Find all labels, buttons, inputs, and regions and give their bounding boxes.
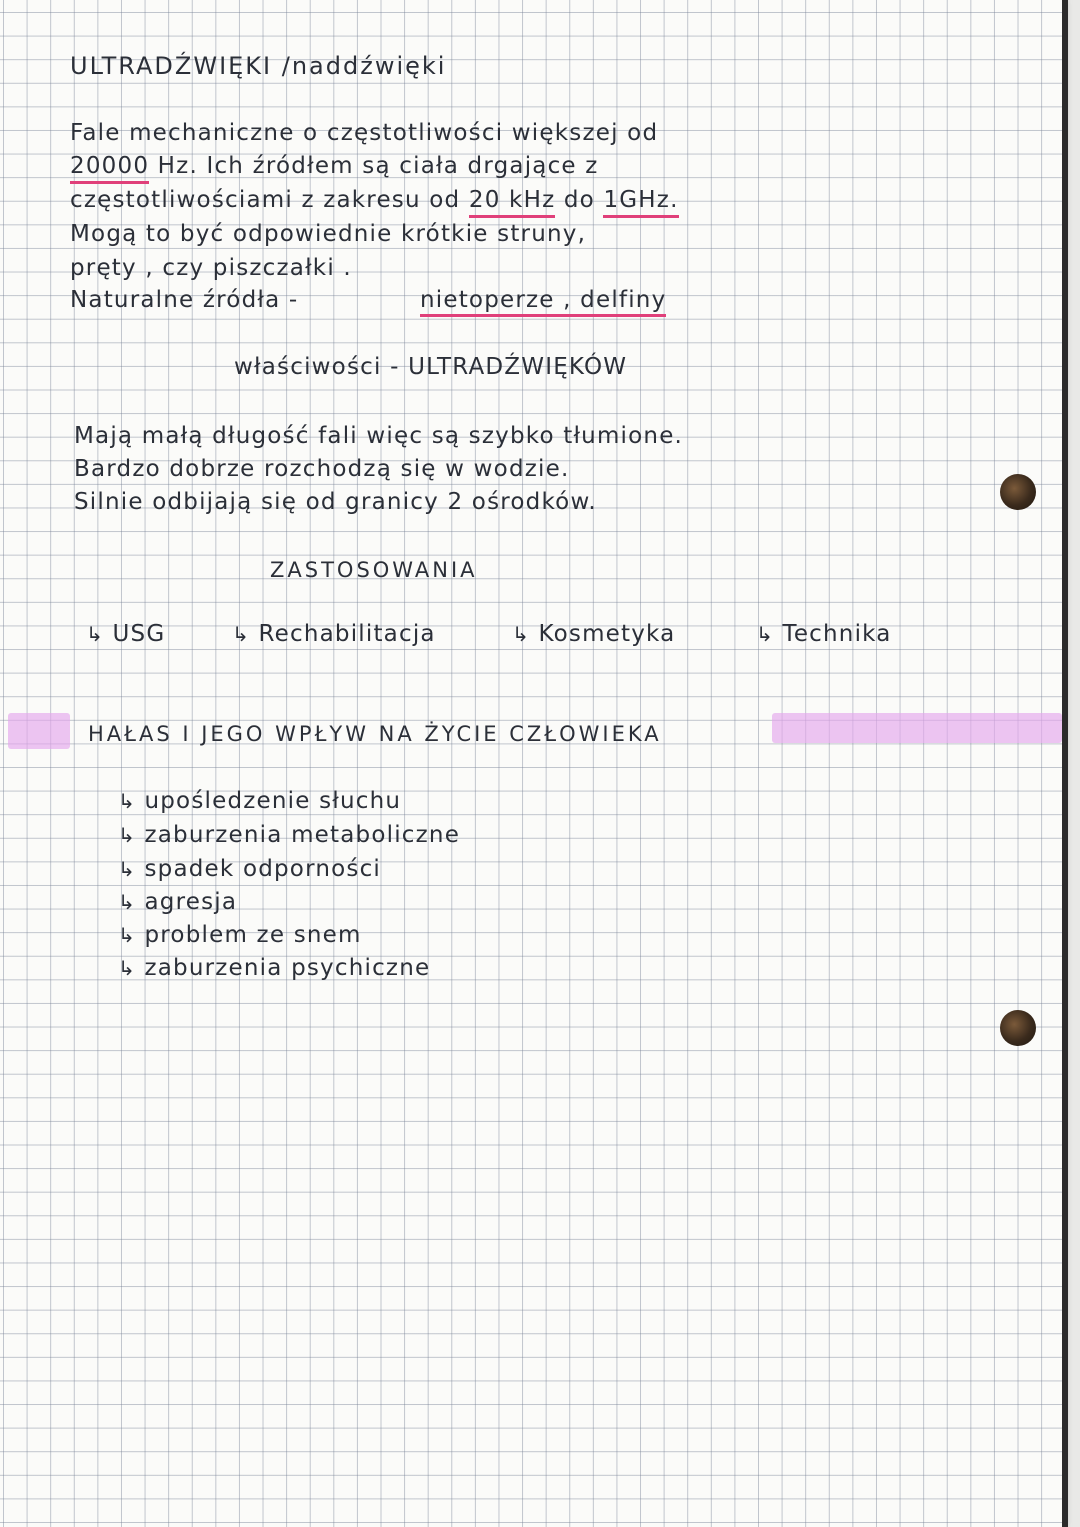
property-line-3: Silnie odbijają się od granicy 2 ośrodków.	[74, 489, 597, 515]
noise-effect-text: agresja	[144, 889, 238, 915]
noise-effect-item	[118, 858, 381, 881]
noise-effect-item	[118, 824, 460, 847]
property-line-1: Mają małą długość fali więc są szybko tłumione.	[74, 423, 684, 449]
noise-effect-text: upośledzenie słuchu	[144, 788, 402, 814]
application-label: Rechabilitacja	[258, 621, 436, 647]
intro-do: do	[563, 187, 595, 213]
hooked-arrow-icon: ↳	[118, 890, 136, 914]
noise-effect-text: zaburzenia metaboliczne	[144, 822, 461, 848]
noise-effect-text: spadek odporności	[144, 856, 382, 882]
noise-effect-text: problem ze snem	[144, 922, 362, 948]
hooked-arrow-icon: ↳	[756, 622, 774, 646]
hooked-arrow-icon: ↳	[118, 923, 136, 947]
highlighter-mark-right	[772, 713, 1062, 743]
intro-line-1	[70, 122, 658, 145]
punch-hole-icon	[1000, 1010, 1036, 1046]
punch-hole-icon	[1000, 474, 1036, 510]
noise-effect-item	[118, 790, 401, 813]
application-technology	[756, 623, 892, 646]
application-label: Kosmetyka	[538, 621, 676, 647]
intro-line-2-text: Hz. Ich źródłem są ciała drgające z	[149, 153, 599, 179]
application-rehabilitation	[232, 623, 436, 646]
intro-line-4: Mogą to być odpowiednie krótkie struny,	[70, 221, 587, 247]
application-label: Technika	[782, 621, 892, 647]
intro-line-5: pręty , czy piszczałki .	[70, 255, 352, 281]
noise-effect-item	[118, 957, 430, 980]
noise-effect-text: zaburzenia psychiczne	[144, 955, 431, 981]
hooked-arrow-icon: ↳	[118, 857, 136, 881]
hooked-arrow-icon: ↳	[118, 956, 136, 980]
page-title: ULTRADŹWIĘKI /naddźwięki	[70, 52, 447, 80]
application-usg	[86, 623, 165, 646]
highlighter-mark-left	[8, 713, 70, 749]
hooked-arrow-icon: ↳	[118, 823, 136, 847]
intro-line-3-text: częstotliwościami z zakresu od	[70, 187, 469, 213]
hooked-arrow-icon: ↳	[118, 789, 136, 813]
noise-heading: HAŁAS I JEGO WPŁYW NA ŻYCIE CZŁOWIEKA	[88, 722, 662, 746]
noise-effect-item	[118, 924, 362, 947]
hooked-arrow-icon: ↳	[86, 622, 104, 646]
frequency-20khz: 20 kHz	[469, 187, 555, 218]
application-cosmetics	[512, 623, 675, 646]
intro-line-2	[70, 155, 599, 178]
frequency-20000: 20000	[70, 153, 149, 184]
frequency-1ghz: 1GHz.	[603, 187, 678, 218]
intro-line-3	[70, 189, 679, 212]
hooked-arrow-icon: ↳	[232, 622, 250, 646]
applications-heading: ZASTOSOWANIA	[270, 558, 478, 582]
natural-sources-label: Naturalne źródła -	[70, 287, 299, 313]
natural-sources-value: nietoperze , delfiny	[420, 289, 666, 317]
properties-heading: właściwości - ULTRADŹWIĘKÓW	[234, 354, 628, 380]
noise-effect-item	[118, 891, 237, 914]
property-line-2: Bardzo dobrze rozchodzą się w wodzie.	[74, 456, 570, 482]
intro-line-1-text: Fale mechaniczne o częstotliwości większej od	[70, 120, 659, 146]
application-label: USG	[112, 621, 166, 647]
notebook-binding-edge	[1062, 0, 1068, 1527]
hooked-arrow-icon: ↳	[512, 622, 530, 646]
